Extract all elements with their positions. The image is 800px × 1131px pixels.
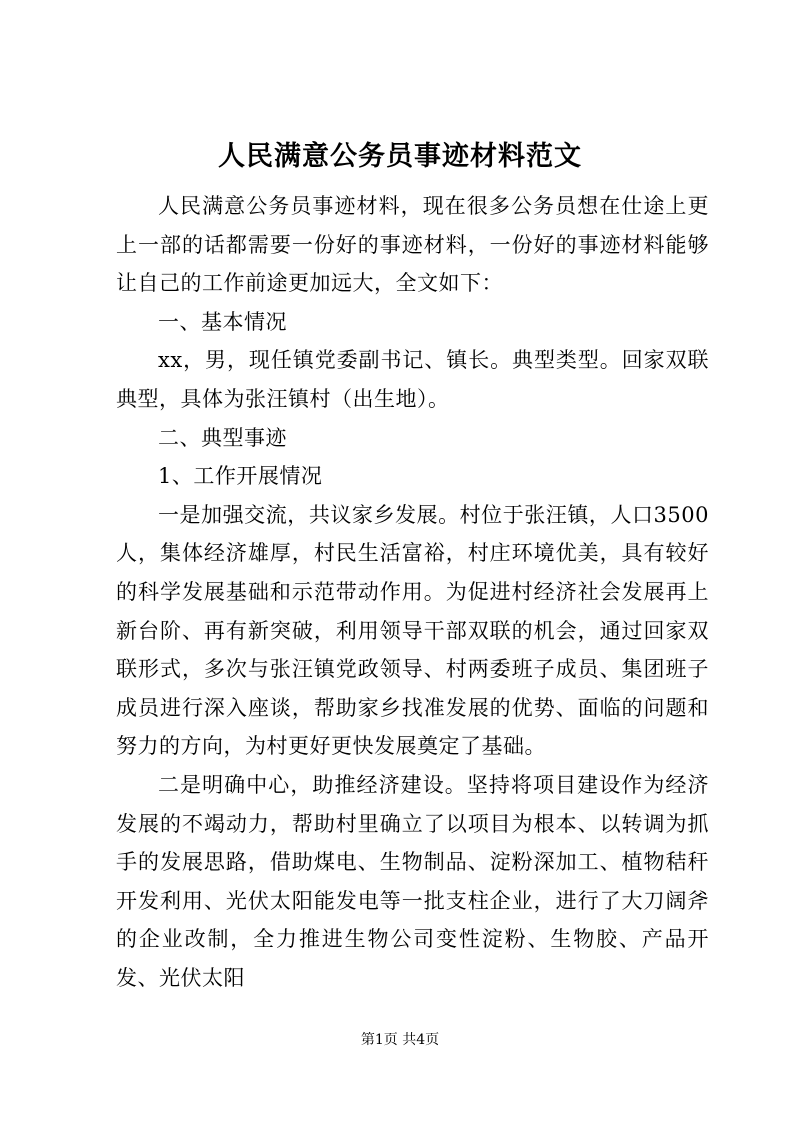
- intro-paragraph: 人民满意公务员事迹材料，现在很多公务员想在仕途上更上一部的话都需要一份好的事迹材料，一份好的事迹材料能够让自己的工作前途更加远大，全文如下：: [116, 194, 709, 296]
- basic-info-paragraph: xx，男，现任镇党委副书记、镇长。典型类型。回家双联典型，具体为张汪镇村（出生地）。: [116, 348, 709, 411]
- deeds-paragraph-2: 二是明确中心，助推经济建设。坚持将项目建设作为经济发展的不竭动力，帮助村里确立了以项目为根本、以转调为抓手的发展思路，借助煤电、生物制品、淀粉深加工、植物秸秆开发利用、光伏太阳能发电等一批支柱企业，进行了大刀阔斧的企业改制，全力推进生物公司变性淀粉、生物胶、产品开发、光伏太阳: [116, 772, 709, 990]
- section-heading-typical-deeds: 二、典型事迹: [158, 425, 287, 450]
- page-footer: 第1页 共4页: [360, 1032, 440, 1048]
- document-title: 人民满意公务员事迹材料范文: [218, 141, 582, 172]
- section-heading-basic-info: 一、基本情况: [158, 309, 287, 334]
- deeds-paragraph-1: 一是加强交流，共议家乡发展。村位于张汪镇，人口3500人，集体经济雄厚，村民生活富裕，村庄环境优美，具有较好的科学发展基础和示范带动作用。为促进村经济社会发展再上新台阶、再有新突破，利用领导干部双联的机会，通过回家双联形式，多次与张汪镇党政领导、村两委班子成员、集团班子成员进行深入座谈，帮助家乡找准发展的优势、面临的问题和努力的方向，为村更好更快发展奠定了基础。: [116, 502, 709, 759]
- subsection-heading-work: 1、工作开展情况: [158, 464, 323, 489]
- document-body: [116, 187, 709, 997]
